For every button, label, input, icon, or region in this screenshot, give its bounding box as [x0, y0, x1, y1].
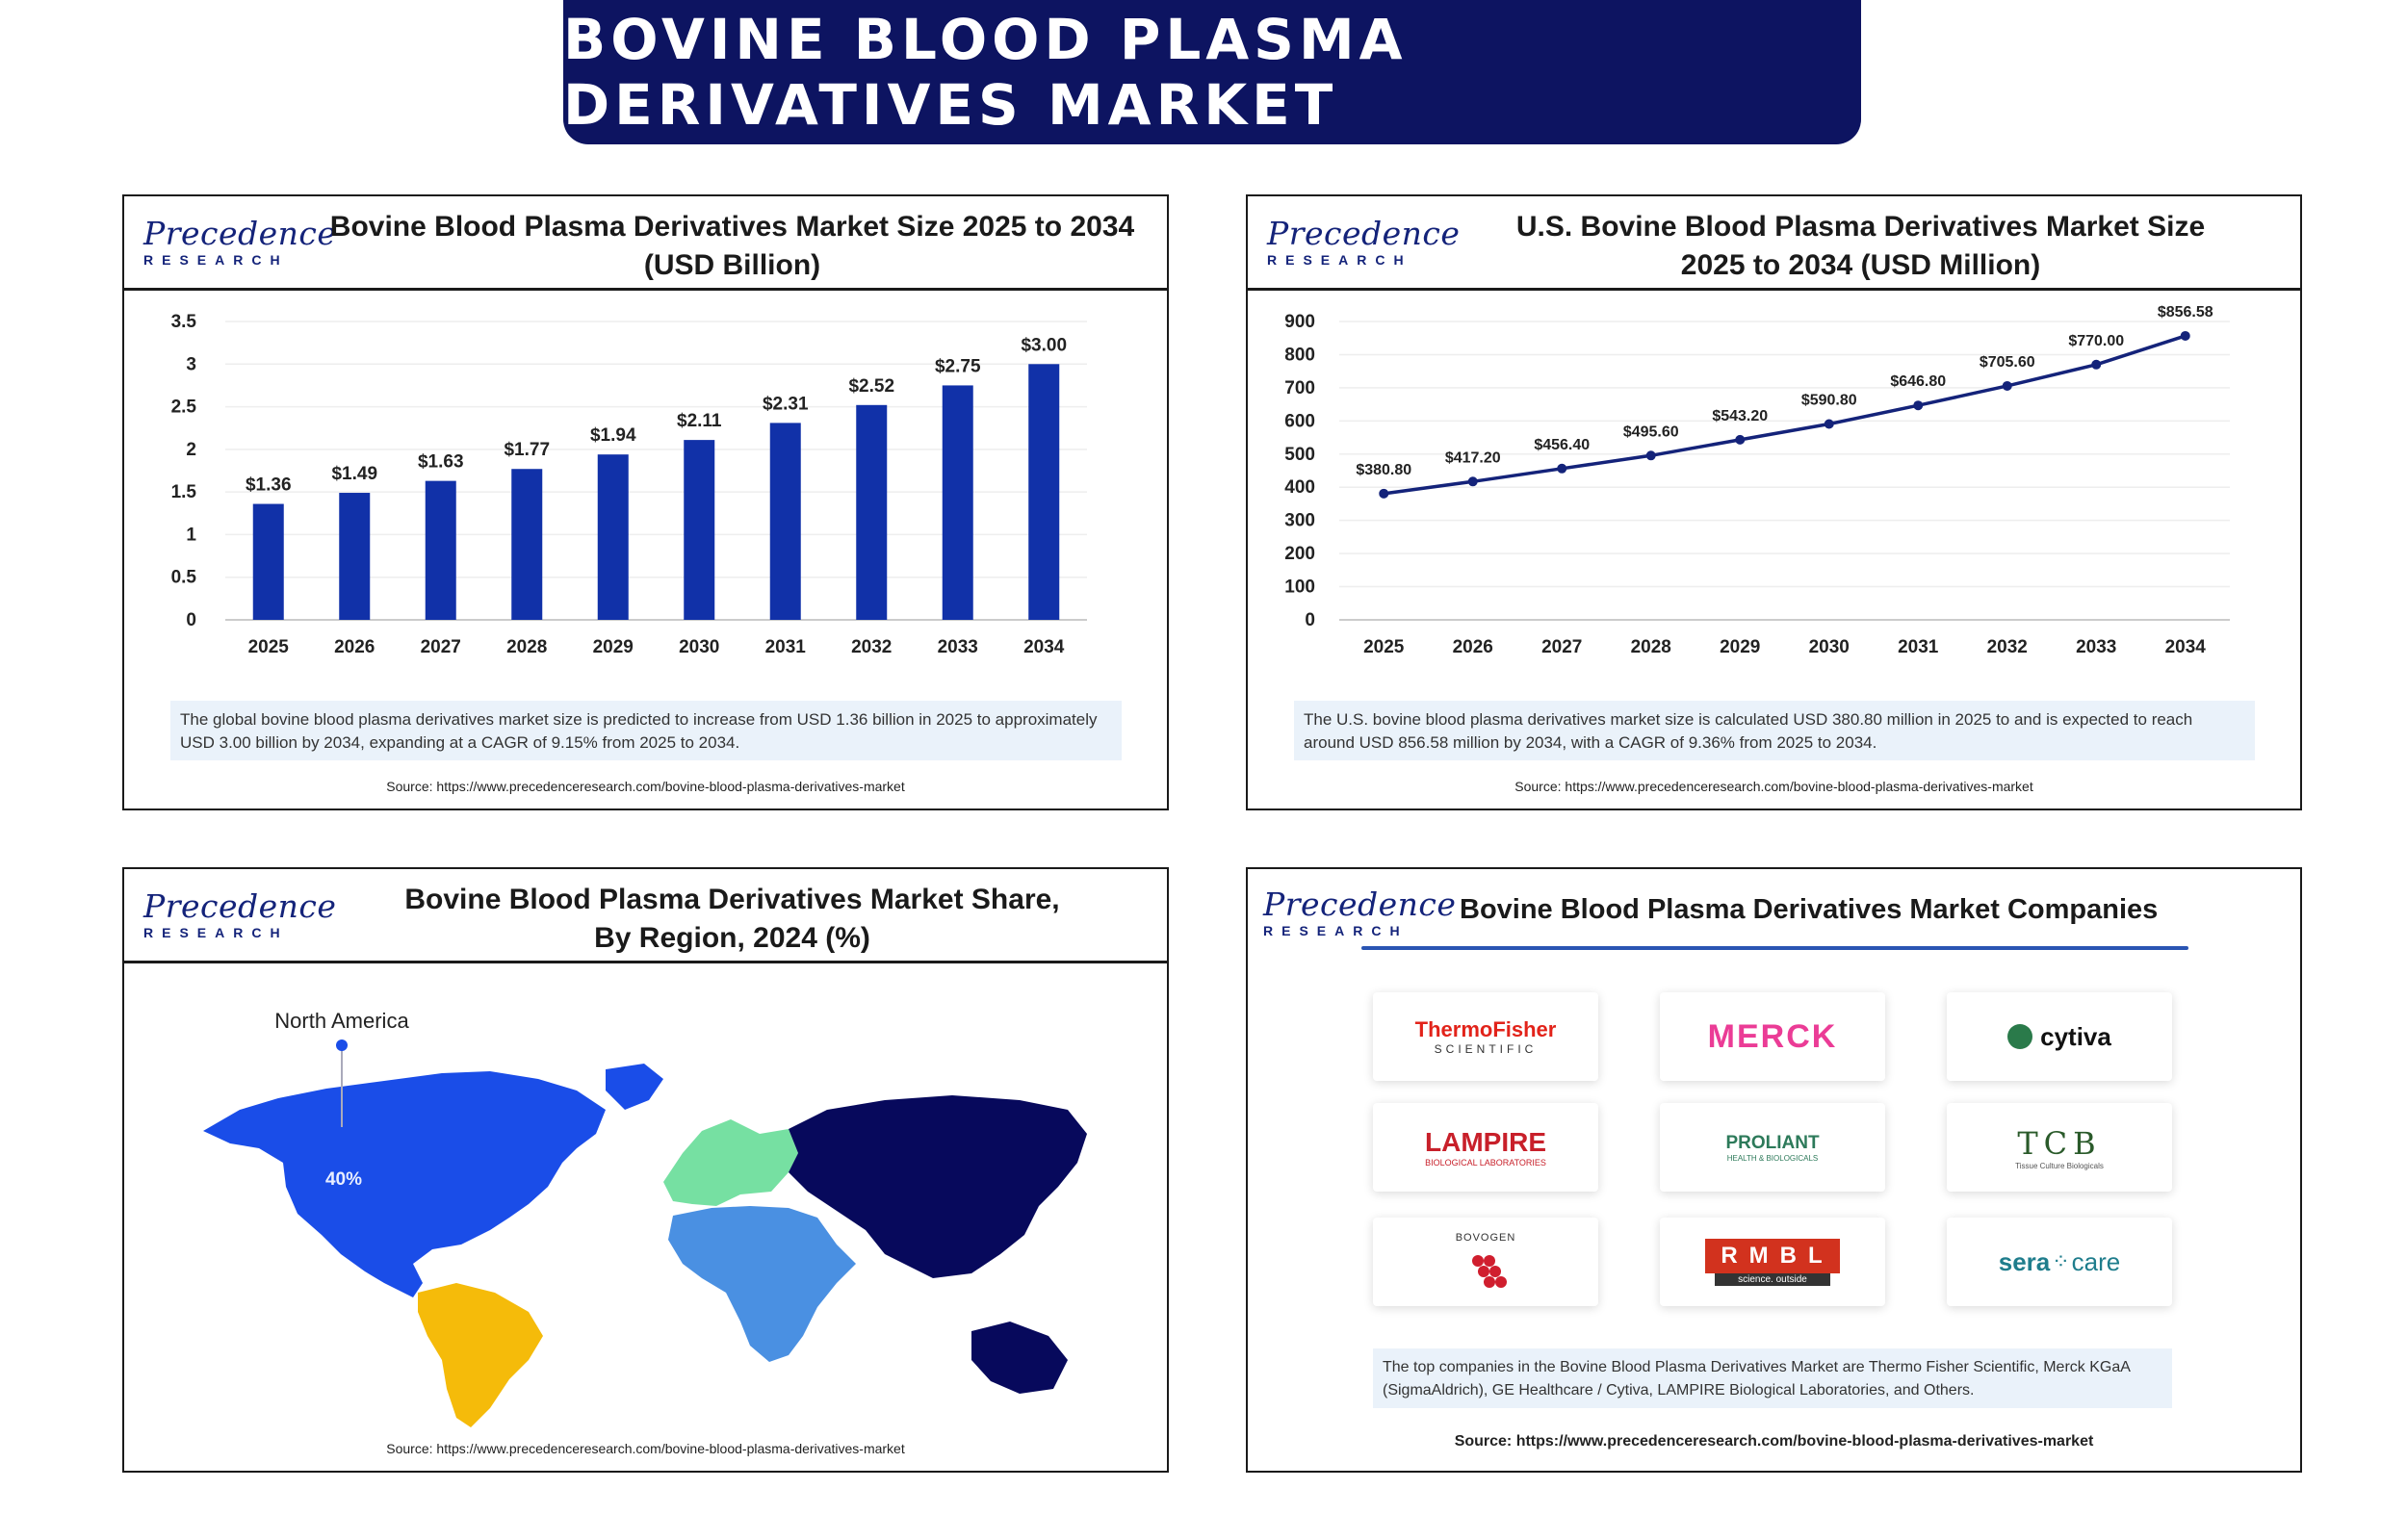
data-point — [1468, 476, 1478, 486]
y-tick-label: 100 — [1284, 577, 1315, 598]
bar — [684, 440, 714, 620]
point-value-label: $590.80 — [1800, 392, 1857, 409]
y-tick-label: 500 — [1284, 444, 1315, 465]
bar-value-label: $2.75 — [934, 356, 981, 377]
company-sub: science. outside — [1715, 1273, 1830, 1286]
precedence-logo — [1267, 215, 1461, 268]
company-thermofisher — [1373, 992, 1598, 1081]
bar-value-label: $2.11 — [677, 411, 722, 432]
point-value-label: $456.40 — [1534, 436, 1591, 453]
panel-header — [1248, 196, 2300, 291]
panel-header — [124, 869, 1167, 963]
data-point — [1913, 400, 1923, 410]
point-value-label: $380.80 — [1356, 461, 1412, 478]
x-tick-label: 2027 — [420, 637, 461, 657]
x-tick-label: 2026 — [1452, 637, 1493, 657]
seracare-icon: ⁘ — [2052, 1249, 2070, 1273]
world-map — [124, 965, 1167, 1447]
x-tick-label: 2031 — [1898, 637, 1939, 657]
company-seracare — [1947, 1218, 2172, 1306]
bar-value-label: $1.77 — [504, 440, 551, 461]
company-name: RMBL — [1705, 1239, 1839, 1273]
callout-dot — [336, 1040, 348, 1051]
bar — [1028, 364, 1059, 620]
x-tick-label: 2033 — [2076, 637, 2117, 657]
data-point — [1379, 489, 1388, 499]
company-name: cytiva — [2040, 1021, 2111, 1051]
point-value-label: $646.80 — [1890, 373, 1947, 391]
company-tcb — [1947, 1103, 2172, 1192]
x-tick-label: 2027 — [1541, 637, 1583, 657]
company-sub: Tissue Culture Biologicals — [2015, 1161, 2104, 1170]
x-tick-label: 2030 — [1808, 637, 1850, 657]
y-tick-label: 200 — [1284, 544, 1315, 565]
x-tick-label: 2031 — [764, 637, 806, 657]
company-name: LAMPIRE — [1425, 1127, 1546, 1157]
bar — [856, 405, 887, 620]
y-tick-label: 0 — [1305, 610, 1315, 630]
y-tick-label: 600 — [1284, 411, 1315, 432]
company-proliant — [1660, 1103, 1885, 1192]
y-tick-label: 900 — [1284, 312, 1315, 332]
market-size-panel — [122, 194, 1169, 810]
x-tick-label: 2030 — [679, 637, 720, 657]
source-text: Source: https://www.precedenceresearch.com/bovine-blood-plasma-derivatives-market — [386, 779, 905, 794]
panel-title — [317, 881, 1148, 958]
x-tick-label: 2032 — [1986, 637, 2028, 657]
region-share-panel — [122, 867, 1169, 1473]
data-point — [1825, 420, 1834, 429]
chart-note: The U.S. bovine blood plasma derivatives market size is calculated USD 380.80 million in 2025 to and is expected to reach around USD 856.58 million by 2034, with a CAGR of 9.36% from 2025 to 2034. — [1294, 701, 2255, 760]
map-africa — [668, 1206, 856, 1362]
panel-title-line2: 2025 to 2034 (USD Million) — [1680, 249, 2041, 281]
bar — [598, 454, 629, 620]
bar-value-label: $2.31 — [762, 394, 809, 415]
data-point — [1557, 464, 1566, 474]
x-tick-label: 2026 — [334, 637, 375, 657]
cytiva-icon — [2007, 1024, 2032, 1049]
point-value-label: $705.60 — [1979, 353, 2035, 371]
map-south-america — [418, 1283, 543, 1427]
logo-sub: RESEARCH — [143, 925, 289, 940]
bar-value-label: $3.00 — [1021, 335, 1068, 356]
map-greenland — [606, 1064, 663, 1110]
data-point — [2003, 381, 2012, 391]
panel-title: Bovine Blood Plasma Derivatives Market Companies — [1460, 894, 2159, 925]
x-tick-label: 2029 — [592, 637, 634, 657]
company-lampire — [1373, 1103, 1598, 1192]
source-text: Source: https://www.precedenceresearch.com/bovine-blood-plasma-derivatives-market — [386, 1441, 905, 1456]
data-point — [2091, 360, 2101, 370]
y-tick-label: 3 — [186, 354, 196, 375]
callout-label: North America — [274, 1009, 409, 1033]
x-tick-label: 2029 — [1720, 637, 1761, 657]
x-tick-label: 2025 — [1363, 637, 1405, 657]
logo-word: Precedence — [143, 215, 337, 252]
point-value-label: $856.58 — [2157, 303, 2213, 321]
source-text: Source: https://www.precedenceresearch.com/bovine-blood-plasma-derivatives-market — [1454, 1433, 2094, 1450]
bar — [511, 469, 542, 620]
panel-title-line2: (USD Billion) — [643, 249, 821, 281]
company-name-2: care — [2071, 1246, 2121, 1276]
logo-sub: RESEARCH — [1267, 252, 1412, 268]
y-tick-label: 800 — [1284, 345, 1315, 366]
x-tick-label: 2028 — [506, 637, 548, 657]
data-point — [1646, 450, 1656, 460]
bar — [770, 423, 801, 620]
company-name: sera — [1998, 1246, 2051, 1276]
x-tick-label: 2034 — [2164, 637, 2206, 657]
banner — [563, 0, 1861, 144]
panel-title — [1440, 208, 2281, 285]
source-text: Source: https://www.precedenceresearch.com/bovine-blood-plasma-derivatives-market — [1514, 779, 2033, 794]
x-tick-label: 2032 — [851, 637, 893, 657]
data-point — [1735, 435, 1745, 445]
y-tick-label: 2.5 — [170, 397, 196, 418]
company-sub: HEALTH & BIOLOGICALS — [1726, 1153, 1819, 1163]
title-divider — [1361, 946, 2188, 950]
y-tick-label: 700 — [1284, 377, 1315, 398]
point-value-label: $495.60 — [1622, 424, 1679, 441]
panel-title-line1: Bovine Blood Plasma Derivatives Market Size 2025 to 2034 — [329, 211, 1135, 243]
line-chart — [1248, 293, 2300, 716]
bar-value-label: $1.49 — [331, 464, 378, 485]
bar-value-label: $1.63 — [417, 451, 464, 473]
map-europe — [663, 1119, 798, 1206]
panel-title — [317, 208, 1148, 285]
map-north-america — [203, 1071, 606, 1297]
logo-word: Precedence — [1263, 886, 1457, 923]
bar — [339, 493, 370, 620]
company-name: PROLIANT — [1725, 1132, 1820, 1153]
company-sub: SCIENTIFIC — [1434, 1042, 1538, 1056]
y-tick-label: 2 — [186, 439, 196, 460]
chart-note: The global bovine blood plasma derivatives market size is predicted to increase from USD 1.36 billion in 2025 to approximately USD 3.00 billion by 2034, expanding at a CAGR of 9.15% from 2025 to 2034. — [170, 701, 1122, 760]
company-rmbl — [1660, 1218, 1885, 1306]
company-name: ThermoFisher — [1414, 1017, 1557, 1041]
companies-panel — [1246, 867, 2302, 1473]
companies-note: The top companies in the Bovine Blood Plasma Derivatives Market are Thermo Fisher Scientific, Merck KGaA (SigmaAldrich), GE Healthcare / Cytiva, LAMPIRE Biological Laboratories, and Others. — [1373, 1348, 2172, 1408]
logo-word: Precedence — [143, 887, 337, 925]
panel-title-line2: By Region, 2024 (%) — [594, 922, 870, 954]
point-value-label: $770.00 — [2068, 332, 2125, 349]
series-line — [1384, 336, 2186, 494]
logo-word: Precedence — [1267, 215, 1461, 252]
x-tick-label: 2033 — [937, 637, 978, 657]
company-name: BOVOGEN — [1455, 1232, 1516, 1244]
precedence-logo — [143, 887, 337, 940]
banner-title: BOVINE BLOOD PLASMA DERIVATIVES MARKET — [563, 7, 1408, 138]
company-name: TCB — [2017, 1124, 2102, 1162]
x-tick-label: 2025 — [247, 637, 289, 657]
bar — [253, 504, 284, 620]
data-point — [2181, 331, 2190, 341]
logo-sub: RESEARCH — [143, 252, 289, 268]
company-cytiva — [1947, 992, 2172, 1081]
y-tick-label: 3.5 — [170, 312, 196, 332]
bar-value-label: $1.94 — [589, 425, 636, 447]
y-tick-label: 400 — [1284, 477, 1315, 499]
callout-value: 40% — [324, 1169, 363, 1190]
precedence-logo — [1263, 886, 1457, 938]
y-tick-label: 1.5 — [170, 482, 196, 503]
logo-sub: RESEARCH — [1263, 923, 1409, 938]
x-tick-label: 2028 — [1630, 637, 1671, 657]
bar — [943, 385, 973, 620]
company-bovogen — [1373, 1218, 1598, 1306]
map-australia — [971, 1322, 1068, 1394]
bovogen-icon — [1457, 1244, 1514, 1292]
y-tick-label: 1 — [186, 525, 196, 546]
panel-title-line1: Bovine Blood Plasma Derivatives Market Share, — [404, 884, 1060, 915]
bar-chart — [124, 293, 1167, 716]
bar-value-label: $2.52 — [848, 375, 895, 397]
point-value-label: $543.20 — [1712, 407, 1769, 424]
y-tick-label: 0 — [186, 610, 196, 630]
bar-value-label: $1.36 — [245, 475, 292, 496]
panel-header — [124, 196, 1167, 291]
y-tick-label: 0.5 — [170, 567, 196, 588]
company-name: MERCK — [1707, 1017, 1838, 1055]
company-sub: BIOLOGICAL LABORATORIES — [1425, 1158, 1546, 1168]
point-value-label: $417.20 — [1444, 449, 1501, 467]
x-tick-label: 2034 — [1023, 637, 1065, 657]
us-market-size-panel — [1246, 194, 2302, 810]
company-merck — [1660, 992, 1885, 1081]
bar — [426, 481, 456, 620]
panel-title-line1: U.S. Bovine Blood Plasma Derivatives Market Size — [1515, 211, 2206, 243]
y-tick-label: 300 — [1284, 510, 1315, 531]
precedence-logo — [143, 215, 337, 268]
